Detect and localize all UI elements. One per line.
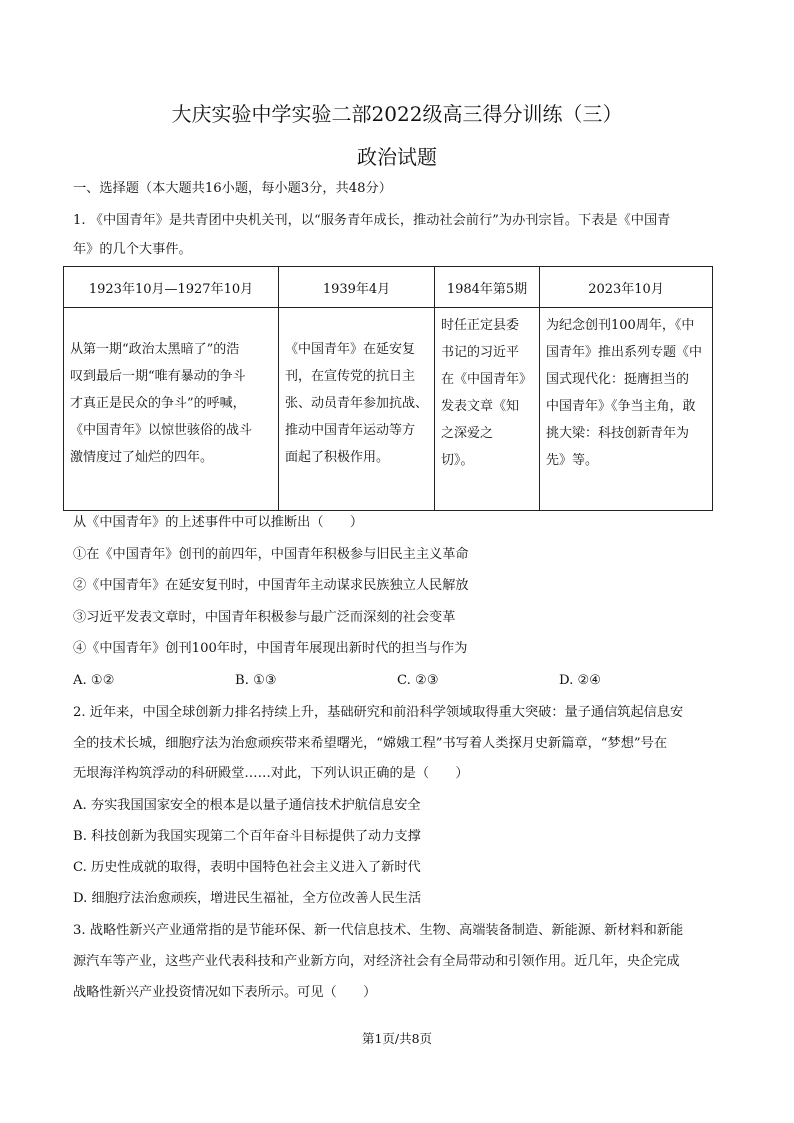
q2-stem-line: 2. 近年来，中国全球创新力排名持续上升，基础研究和前沿科学领域取得重大突破：量子通信筑起信息安 <box>73 705 684 720</box>
q2-option-a[interactable]: A. 夯实我国国家安全的根本是以量子通信技术护航信息安全 <box>73 798 421 813</box>
table-cell-line: 《中国青年》在延安复 <box>285 342 416 357</box>
table-cell-line: 激情度过了灿烂的四年。 <box>70 450 214 465</box>
table-cell-line: 叹到最后一期“唯有暴动的争斗 <box>70 369 246 384</box>
q2-stem-line: 无垠海洋构筑浮动的科研殿堂……对此，下列认识正确的是（ ） <box>73 766 469 781</box>
table-cell-line: 为纪念创刊100周年，《中 <box>546 318 695 333</box>
q2-option-c[interactable]: C. 历史性成就的取得，表明中国特色社会主义进入了新时代 <box>73 860 421 875</box>
table-cell-line: 推动中国青年运动等方 <box>285 423 416 438</box>
q2-option-d[interactable]: D. 细胞疗法治愈顽疾，增进民生福祉，全方位改善人民生活 <box>73 891 422 906</box>
q1-stem-line: 年》的几个大事件。 <box>73 242 192 257</box>
q1-statement: ②《中国青年》在延安复刊时，中国青年主动谋求民族独立人民解放 <box>73 578 469 593</box>
exam-subtitle: 政治试题 <box>357 145 437 169</box>
q1-option-c[interactable]: C. ②③ <box>397 673 439 688</box>
table-cell-line: 之深爱之 <box>441 426 494 441</box>
table-cell-line: 从第一期“政治太黑暗了”的浩 <box>70 342 240 357</box>
table-cell-line: 中国青年》《争当主角，敢 <box>546 399 696 414</box>
q1-stem-line: 1. 《中国青年》是共青团中央机关刊，以“服务青年成长，推动社会前行”为办刊宗旨。下表是《中国青 <box>73 213 671 228</box>
table-cell-line: 刊，在宣传党的抗日主 <box>285 369 416 384</box>
table-cell-line: 《中国青年》以惊世骇俗的战斗 <box>70 423 253 438</box>
q1-option-a[interactable]: A. ①② <box>73 673 115 688</box>
q3-stem-line: 战略性新兴产业投资情况如下表所示。可见（ ） <box>73 985 377 1000</box>
q1-question: 从《中国青年》的上述事件中可以推断出（ ） <box>73 515 364 530</box>
table-cell-line: 发表文章《知 <box>441 399 520 414</box>
table-cell-line: 国式现代化：挺膺担当的 <box>546 372 690 387</box>
q3-stem-line: 源汽车等产业，这些产业代表科技和产业新方向，对经济社会有全局带动和引领作用。近几年，央企完成 <box>73 954 680 969</box>
events-table <box>63 266 713 511</box>
table-cell <box>279 308 435 511</box>
table-cell-line: 时任正定县委 <box>441 318 520 333</box>
table-cell-line: 切》。 <box>441 453 474 468</box>
exam-title: 大庆实验中学实验二部2022级高三得分训练（三） <box>171 102 623 126</box>
section-heading: 一、选择题（本大题共16小题，每小题3分，共48分） <box>73 181 392 196</box>
table-header-cell: 1923年10月—1927年10月 <box>64 267 279 308</box>
q1-statement: ③习近平发表文章时，中国青年积极参与最广泛而深刻的社会变革 <box>73 610 456 625</box>
page-footer: 第1页/共8页 <box>361 1031 433 1046</box>
table-cell <box>540 308 713 511</box>
q3-stem-line: 3. 战略性新兴产业通常指的是节能环保、新一代信息技术、生物、高端装备制造、新能源、新材料和新能 <box>73 923 684 938</box>
table-cell <box>435 308 540 511</box>
q1-statement: ①在《中国青年》创刊的前四年，中国青年积极参与旧民主主义革命 <box>73 547 469 562</box>
table-header-cell: 2023年10月 <box>540 267 713 308</box>
table-cell-line: 在《中国青年》 <box>441 372 533 387</box>
q1-statement: ④《中国青年》创刊100年时，中国青年展现出新时代的担当与作为 <box>73 641 468 656</box>
table-cell-line: 先》等。 <box>546 453 599 468</box>
table-cell-line: 面起了积极作用。 <box>285 450 390 465</box>
table-cell-line: 才真正是民众的争斗”的呼喊， <box>70 396 246 411</box>
table-cell-line: 张、动员青年参加抗战、 <box>285 396 429 411</box>
q1-option-b[interactable]: B. ①③ <box>235 673 277 688</box>
table-cell <box>64 308 279 511</box>
q2-stem-line: 全的技术长城，细胞疗法为治愈顽疾带来希望曙光，“嫦娥工程”书写着人类探月史新篇章，“梦想”号在 <box>73 736 668 751</box>
table-header-cell: 1984年第5期 <box>435 267 540 308</box>
table-header-cell: 1939年4月 <box>279 267 435 308</box>
q2-option-b[interactable]: B. 科技创新为我国实现第二个百年奋斗目标提供了动力支撑 <box>73 829 421 844</box>
q1-option-d[interactable]: D. ②④ <box>559 673 602 688</box>
table-cell-line: 国青年》推出系列专题《中 <box>546 345 703 360</box>
table-cell-line: 挑大梁：科技创新青年为 <box>546 426 690 441</box>
table-cell-line: 书记的习近平 <box>441 345 520 360</box>
